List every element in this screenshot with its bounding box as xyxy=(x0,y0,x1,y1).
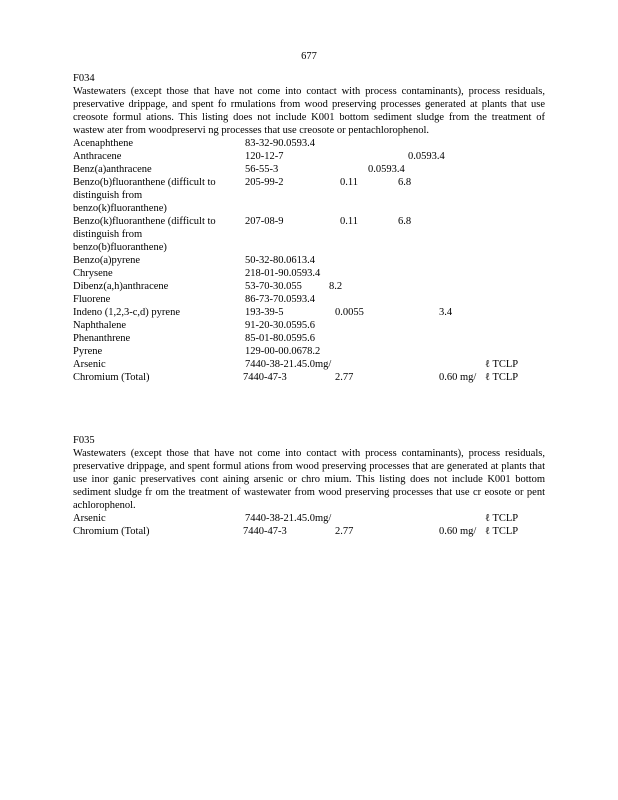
cas-number: 50-32-80.0613.4 xyxy=(245,255,315,266)
tclp-unit: ℓ TCLP xyxy=(485,372,519,383)
table-row xyxy=(73,137,545,150)
constituent-name: Benzo(b)fluoranthene (difficult to distinguish from benzo(k)fluoranthene) xyxy=(73,177,216,214)
wastewater-standard: 0.0055 xyxy=(335,307,364,318)
cas-number: 7440-47-3 xyxy=(243,526,287,537)
table-row xyxy=(73,319,545,332)
constituent-table xyxy=(73,512,545,538)
constituent-name: Anthracene xyxy=(73,151,122,162)
cas-number: 7440-47-3 xyxy=(243,372,287,383)
table-row xyxy=(73,332,545,345)
cas-number: 83-32-90.0593.4 xyxy=(245,138,315,149)
constituent-table xyxy=(73,137,545,384)
constituent-name: Indeno (1,2,3-c,d) pyrene xyxy=(73,307,180,318)
table-row xyxy=(73,293,545,306)
f034-section xyxy=(73,72,545,384)
constituent-name: Chrysene xyxy=(73,268,113,279)
page-number: 677 xyxy=(301,51,317,62)
cas-number: 129-00-00.0678.2 xyxy=(245,346,321,357)
cas-number: 7440-38-21.45.0mg/ xyxy=(245,513,332,524)
constituent-name: Benz(a)anthracene xyxy=(73,164,152,175)
table-row xyxy=(73,525,545,538)
constituent-name: Acenaphthene xyxy=(73,138,134,149)
constituent-name: Arsenic xyxy=(73,513,106,524)
f035-section xyxy=(73,434,545,538)
standard-value: 0.0593.4 xyxy=(408,151,445,162)
table-row xyxy=(73,150,545,163)
table-row xyxy=(73,280,545,293)
cas-number: 86-73-70.0593.4 xyxy=(245,294,315,305)
tclp-unit: ℓ TCLP xyxy=(485,513,519,524)
constituent-name: Fluorene xyxy=(73,294,111,305)
table-row xyxy=(73,345,545,358)
table-row xyxy=(73,163,545,176)
waste-description: Wastewaters (except those that have not come into contact with process contaminants), process residuals, preservative drippage, and spent formul ations from wood preserving processes that are generated at plants that use inor ganic preservatives cont aining arsenic or chro mium. This listing does not include K001 bottom sediment sludge fr om the treatment of wastewater from wood preserving processes that use cr eosote or pent achlorophenol. xyxy=(73,448,545,511)
nonwastewater-standard: 3.4 xyxy=(439,307,453,318)
table-row xyxy=(73,267,545,280)
cas-number: 193-39-5 xyxy=(245,307,284,318)
wastewater-standard: 2.77 xyxy=(335,372,354,383)
waste-description: Wastewaters (except those that have not come into contact with process contaminants), process residuals, preservative drippage, and spent fo rmulations from wood preserving processes generated at plants that use creosote formul ations. This listing does not include K001 bottom sediment sludge from the treatment of wastew ater from woodpreservi ng processes that use creosote or pentachlorophenol. xyxy=(73,86,545,136)
constituent-name: Arsenic xyxy=(73,359,106,370)
constituent-name: Dibenz(a,h)anthracene xyxy=(73,281,169,292)
cas-number: 120-12-7 xyxy=(245,151,284,162)
nonwastewater-standard: 6.8 xyxy=(398,177,412,188)
constituent-name: Chromium (Total) xyxy=(73,372,150,383)
cas-number: 56-55-3 xyxy=(245,164,279,175)
constituent-name: Pyrene xyxy=(73,346,103,357)
standard-value: 0.0593.4 xyxy=(368,164,405,175)
table-row xyxy=(73,254,545,267)
nonwastewater-standard: 0.60 mg/ xyxy=(439,372,477,383)
table-row xyxy=(73,358,545,371)
table-row xyxy=(73,371,545,384)
cas-number: 218-01-90.0593.4 xyxy=(245,268,321,279)
table-row xyxy=(73,306,545,319)
wastewater-standard: 2.77 xyxy=(335,526,354,537)
tclp-unit: ℓ TCLP xyxy=(485,359,519,370)
table-row xyxy=(73,215,545,254)
nonwastewater-standard: 0.60 mg/ xyxy=(439,526,477,537)
waste-code: F035 xyxy=(73,435,95,446)
table-row xyxy=(73,176,545,215)
wastewater-standard: 0.11 xyxy=(340,177,358,188)
tclp-unit: ℓ TCLP xyxy=(485,526,519,537)
cas-number: 85-01-80.0595.6 xyxy=(245,333,315,344)
cas-number: 91-20-30.0595.6 xyxy=(245,320,315,331)
waste-code: F034 xyxy=(73,73,95,84)
constituent-name: Chromium (Total) xyxy=(73,526,150,537)
constituent-name: Naphthalene xyxy=(73,320,127,331)
constituent-name: Benzo(a)pyrene xyxy=(73,255,141,266)
nonwastewater-standard: 6.8 xyxy=(398,216,412,227)
wastewater-standard: 0.11 xyxy=(340,216,358,227)
cas-number: 7440-38-21.45.0mg/ xyxy=(245,359,332,370)
cas-number: 53-70-30.055 xyxy=(245,281,302,292)
cas-number: 205-99-2 xyxy=(245,177,284,188)
nonwastewater-standard: 8.2 xyxy=(329,281,343,292)
cas-number: 207-08-9 xyxy=(245,216,284,227)
table-row xyxy=(73,512,545,525)
constituent-name: Phenanthrene xyxy=(73,333,131,344)
constituent-name: Benzo(k)fluoranthene (difficult to distinguish from benzo(b)fluoranthene) xyxy=(73,216,216,253)
